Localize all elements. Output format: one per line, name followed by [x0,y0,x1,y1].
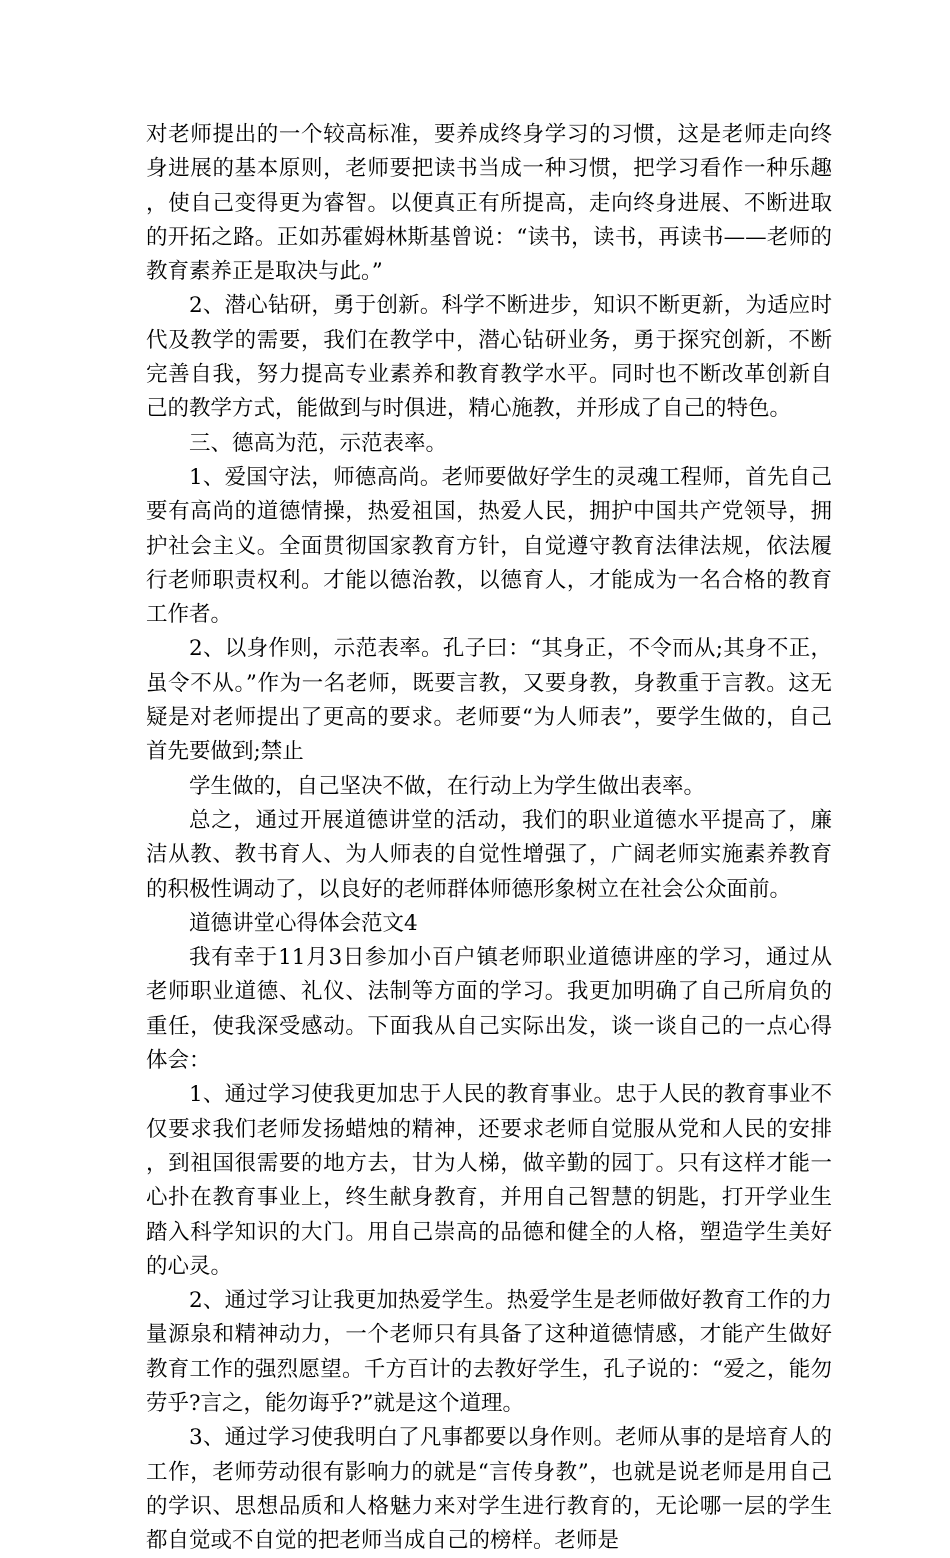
paragraph-patriotism: 1、爱国守法，师德高尚。老师要做好学生的灵魂工程师，首先自己要有高尚的道德情操，热爱祖国，热爱人民，拥护中国共产党领导，拥护社会主义。全面贯彻国家教育方针，自觉遵守教育法律法规，依法履行老师职责权利。才能以德治教，以德育人，才能成为一名合格的教育工作者。 [146,464,832,628]
paragraph-intro: 我有幸于11月3日参加小百户镇老师职业道德讲座的学习，通过从老师职业道德、礼仪、法制等方面的学习。我更加明确了自己所肩负的重任，使我深受感动。下面我从自己实际出发，谈一谈自己的一点心得体会： [146,945,832,1074]
paragraph-summary: 总之，通过开展道德讲堂的活动，我们的职业道德水平提高了，廉洁从教、教书育人、为人师表的自觉性增强了，广阔老师实施素养教育的积极性调动了，以良好的老师群体师德形象树立在社会公众面前。 [146,807,832,902]
paragraph-point-1: 1、通过学习使我更加忠于人民的教育事业。忠于人民的教育事业不仅要求我们老师发扬蜡烛的精神，还要求老师自觉服从党和人民的安排，到祖国很需要的地方去，甘为人梯，做辛勤的园丁。只有这样才能一心扑在教育事业上，终生献身教育，并用自己智慧的钥匙，打开学业生踏入科学知识的大门。用自己崇高的品德和健全的人格，塑造学生美好的心灵。 [146,1082,832,1279]
paragraph-point-3: 3、通过学习使我明白了凡事都要以身作则。老师从事的是培育人的工作，老师劳动很有影响力的就是“言传身教”，也就是说老师是用自己的学识、思想品质和人格魅力来对学生进行教育的，无论哪一层的学生都自觉或不自觉的把老师当成自己的榜样。老师是 [146,1425,832,1554]
document-page [146,118,832,1558]
paragraph-continuation: 对老师提出的一个较高标准，要养成终身学习的习惯，这是老师走向终身进展的基本原则，老师要把读书当成一种习惯，把学习看作一种乐趣，使自己变得更为睿智。以便真正有所提高，走向终身进展、不断进取的开拓之路。正如苏霍姆林斯基曾说：“读书，读书，再读书——老师的教育素养正是取决与此。” [146,122,832,285]
paragraph-point-2: 2、通过学习让我更加热爱学生。热爱学生是老师做好教育工作的力量源泉和精神动力，一个老师只有具备了这种道德情感，才能产生做好教育工作的强烈愿望。千方百计的去教好学生，孔子说的：“爱之，能勿劳乎?言之，能勿诲乎?”就是这个道理。 [146,1288,832,1416]
section-heading-three: 三、德高为范，示范表率。 [189,430,448,456]
essay-title-4: 道德讲堂心得体会范文4 [189,910,418,936]
paragraph-innovation: 2、潜心钻研，勇于创新。科学不断进步，知识不断更新，为适应时代及教学的需要，我们在教学中，潜心钻研业务，勇于探究创新，不断完善自我，努力提高专业素养和教育教学水平。同时也不断改革创新自己的教学方式，能做到与时俱进，精心施教，并形成了自己的特色。 [146,293,832,422]
paragraph-role-model-cont: 学生做的，自己坚决不做，在行动上为学生做出表率。 [189,773,706,799]
paragraph-role-model: 2、以身作则，示范表率。孔子曰：“其身正，不令而从;其身不正，虽令不从。”作为一名老师，既要言教，又要身教，身教重于言教。这无疑是对老师提出了更高的要求。老师要“为人师表”，要学生做的，自己首先要做到;禁止 [146,636,832,765]
